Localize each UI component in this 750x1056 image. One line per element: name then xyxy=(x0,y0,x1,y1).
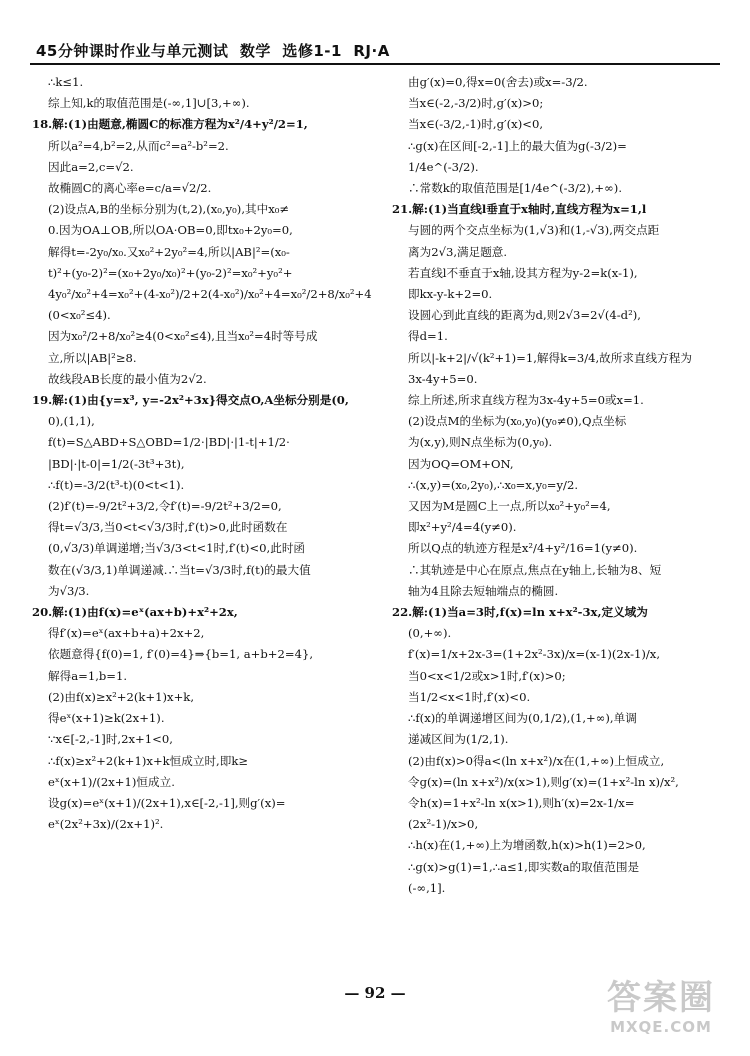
solution-line: eˣ(2x²+3x)/(2x+1)². xyxy=(48,817,164,832)
solution-line: (0,+∞). xyxy=(408,626,452,641)
solution-line: 为(x,y),则N点坐标为(0,y₀). xyxy=(408,435,553,450)
solution-line: 所以|-k+2|/√(k²+1)=1,解得k=3/4,故所求直线方程为 xyxy=(408,350,692,365)
solution-line: 0.因为OA⊥OB,所以OA·OB=0,即tx₀+2y₀=0, xyxy=(48,223,293,238)
solution-line: 故线段AB长度的最小值为2√2. xyxy=(48,371,207,386)
watermark-logo-text: 答案圈 xyxy=(607,978,715,1018)
problem-heading-line: 19.解:(1)由{y=x³, y=-2x²+3x}得交点O,A坐标分别是(0, xyxy=(32,393,349,408)
solution-line: (0<x₀²≤4). xyxy=(48,308,111,323)
solution-line: ∴其轨迹是中心在原点,焦点在y轴上,长轴为8、短 xyxy=(408,562,662,577)
solution-line: 因此a=2,c=√2. xyxy=(48,159,134,174)
solution-line: ∴f(t)=-3/2(t³-t)(0<t<1). xyxy=(48,477,185,492)
solution-line: 当1/2<x<1时,f′(x)<0. xyxy=(408,689,531,704)
solution-line: 即kx-y-k+2=0. xyxy=(408,287,493,302)
solution-line: ∴f(x)≥x²+2(k+1)x+k恒成立时,即k≥ xyxy=(48,753,249,768)
problem-heading-line: 18.解:(1)由题意,椭圆C的标准方程为x²/4+y²/2=1, xyxy=(32,117,308,132)
page-number: — 92 — xyxy=(344,984,406,1002)
solution-line: 递减区间为(1/2,1). xyxy=(408,732,509,747)
solution-line: 综上所述,所求直线方程为3x-4y+5=0或x=1. xyxy=(408,393,644,408)
solution-line: 数在(√3/3,1)单调递减.∴当t=√3/3时,f(t)的最大值 xyxy=(48,562,311,577)
solution-line: 即x²+y²/4=4(y≠0). xyxy=(408,520,517,535)
solution-line: 得t=√3/3,当0<t<√3/3时,f′(t)>0,此时函数在 xyxy=(48,520,288,535)
solution-line: 得d=1. xyxy=(408,329,448,344)
solution-line: 轴为4且除去短轴端点的椭圆. xyxy=(408,583,559,598)
solution-line: 所以Q点的轨迹方程是x²/4+y²/16=1(y≠0). xyxy=(408,541,638,556)
solution-line: 与圆的两个交点坐标为(1,√3)和(1,-√3),两交点距 xyxy=(408,223,660,238)
edition-label: RJ·A xyxy=(353,42,390,60)
solution-line: 又因为M是圆C上一点,所以x₀²+y₀²=4, xyxy=(408,499,611,514)
solution-line: ∴f(x)的单调递增区间为(0,1/2),(1,+∞),单调 xyxy=(408,711,637,726)
solution-line: ∴h(x)在(1,+∞)上为增函数,h(x)>h(1)=2>0, xyxy=(408,838,646,853)
solution-line: 设g(x)=eˣ(x+1)/(2x+1),x∈[-2,-1],则g′(x)= xyxy=(48,795,286,810)
solution-line: ∴常数k的取值范围是[1/4e^(-3/2),+∞). xyxy=(408,181,623,196)
solution-line: 设圆心到此直线的距离为d,则2√3=2√(4-d²), xyxy=(408,308,641,323)
solution-line: (2)f′(t)=-9/2t²+3/2,令f′(t)=-9/2t²+3/2=0, xyxy=(48,499,282,514)
solution-line: ∵x∈[-2,-1]时,2x+1<0, xyxy=(48,732,173,747)
solution-line: 所以a²=4,b²=2,从而c²=a²-b²=2. xyxy=(48,138,229,153)
solution-line: 当x∈(-3/2,-1)时,g′(x)<0, xyxy=(408,117,544,132)
solution-line: 因为x₀²/2+8/x₀²≥4(0<x₀²≤4),且当x₀²=4时等号成 xyxy=(48,329,318,344)
solution-line: 因为OQ=OM+ON, xyxy=(408,456,514,471)
problem-heading-line: 20.解:(1)由f(x)=eˣ(ax+b)+x²+2x, xyxy=(32,605,238,620)
solution-line: 得eˣ(x+1)≥k(2x+1). xyxy=(48,711,165,726)
solution-line: 若直线l不垂直于x轴,设其方程为y-2=k(x-1), xyxy=(408,265,638,280)
watermark-logo xyxy=(586,978,736,1048)
solution-line: (2)由f(x)≥x²+2(k+1)x+k, xyxy=(48,689,195,704)
solution-line: (2)设点M的坐标为(x₀,y₀)(y₀≠0),Q点坐标 xyxy=(408,414,627,429)
solution-line: 故椭圆C的离心率e=c/a=√2/2. xyxy=(48,181,212,196)
right-column xyxy=(392,72,724,899)
solution-line: ∴k≤1. xyxy=(48,75,84,89)
solution-line: 得f′(x)=eˣ(ax+b+a)+2x+2, xyxy=(48,626,205,641)
solution-line: 依题意得{f(0)=1, f′(0)=4}⇒{b=1, a+b+2=4}, xyxy=(48,647,314,662)
solution-line: 立,所以|AB|²≥8. xyxy=(48,350,137,365)
solution-line: 为√3/3. xyxy=(48,583,90,598)
solution-line: ∴g(x)在区间[-2,-1]上的最大值为g(-3/2)= xyxy=(408,138,627,153)
solution-line: 当x∈(-2,-3/2)时,g′(x)>0; xyxy=(408,96,544,111)
solution-line: 0),(1,1), xyxy=(48,414,95,429)
solution-line: (0,√3/3)单调递增;当√3/3<t<1时,f′(t)<0,此时函 xyxy=(48,541,306,556)
subject-label: 数学 xyxy=(239,42,271,60)
solution-line: 3x-4y+5=0. xyxy=(408,371,478,386)
page-header xyxy=(36,40,714,61)
book-title: 45分钟课时作业与单元测试 xyxy=(36,42,229,60)
solution-line: ∴g(x)>g(1)=1,∴a≤1,即实数a的取值范围是 xyxy=(408,859,640,874)
solution-line: t)²+(y₀-2)²=(x₀+2y₀/x₀)²+(y₀-2)²=x₀²+y₀²+ xyxy=(48,265,293,280)
solution-line: (2x²-1)/x>0, xyxy=(408,817,479,832)
solution-line: 令g(x)=(ln x+x²)/x(x>1),则g′(x)=(1+x²-ln x)/x², xyxy=(408,774,679,789)
solution-line: (2)由f(x)>0得a<(ln x+x²)/x在(1,+∞)上恒成立, xyxy=(408,753,665,768)
problem-heading-line: 22.解:(1)当a=3时,f(x)=ln x+x²-3x,定义域为 xyxy=(392,605,648,620)
solution-line: f′(x)=1/x+2x-3=(1+2x²-3x)/x=(x-1)(2x-1)/x, xyxy=(408,647,661,662)
left-column xyxy=(32,72,384,835)
solution-line: 1/4e^(-3/2). xyxy=(408,159,479,174)
solution-line: |BD|·|t-0|=1/2(-3t³+3t), xyxy=(48,456,185,471)
solution-line: 离为2√3,满足题意. xyxy=(408,244,508,259)
solution-line: ∴(x,y)=(x₀,2y₀),∴x₀=x,y₀=y/2. xyxy=(408,477,579,492)
solution-line: 由g′(x)=0,得x=0(舍去)或x=-3/2. xyxy=(408,75,588,89)
solution-line: eˣ(x+1)/(2x+1)恒成立. xyxy=(48,774,175,789)
watermark-site-text: MXQE.COM xyxy=(610,1018,712,1036)
solution-line: (2)设点A,B的坐标分别为(t,2),(x₀,y₀),其中x₀≠ xyxy=(48,202,290,217)
solution-line: 当0<x<1/2或x>1时,f′(x)>0; xyxy=(408,668,566,683)
solution-line: (-∞,1]. xyxy=(408,880,446,895)
solution-line: f(t)=S△ABD+S△OBD=1/2·|BD|·|1-t|+1/2· xyxy=(48,435,290,450)
solution-line: 解得t=-2y₀/x₀.又x₀²+2y₀²=4,所以|AB|²=(x₀- xyxy=(48,244,290,259)
solution-line: 令h(x)=1+x²-ln x(x>1),则h′(x)=2x-1/x= xyxy=(408,795,635,810)
solution-line: 综上知,k的取值范围是(-∞,1]∪[3,+∞). xyxy=(48,96,250,111)
volume-label: 选修1-1 xyxy=(282,42,342,60)
solution-line: 4y₀²/x₀²+4=x₀²+(4-x₀²)/2+2(4-x₀²)/x₀²+4=x₀²/2+8/x₀²+4 xyxy=(48,287,372,302)
header-divider xyxy=(30,63,720,65)
problem-heading-line: 21.解:(1)当直线l垂直于x轴时,直线方程为x=1,l xyxy=(392,202,647,217)
solution-line: 解得a=1,b=1. xyxy=(48,668,128,683)
